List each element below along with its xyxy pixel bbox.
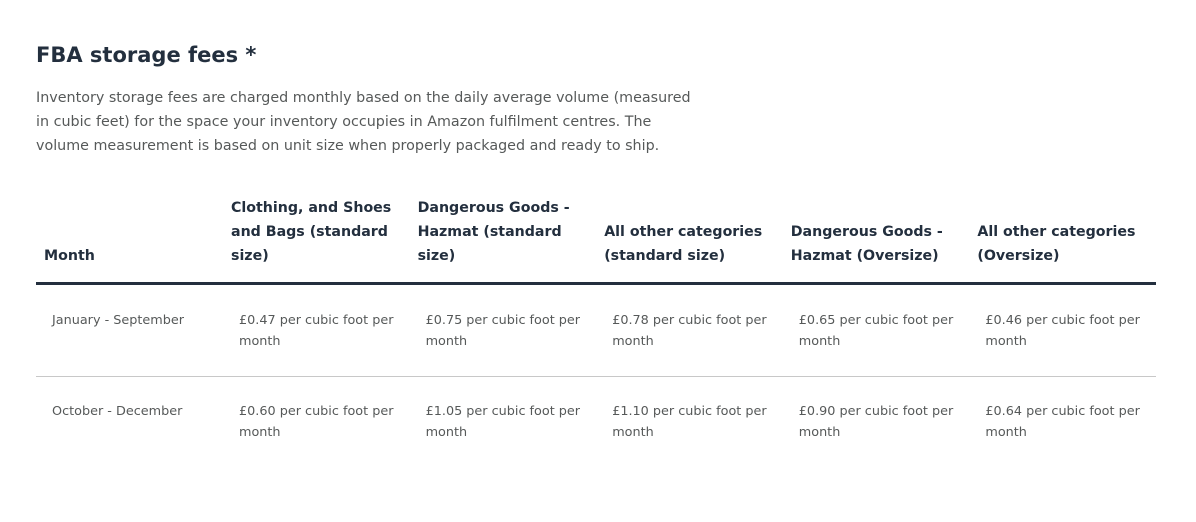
table-row [36, 284, 1156, 377]
cell-fee: £0.65 per cubic foot per month [798, 313, 954, 349]
cell-month: October - December [36, 377, 223, 468]
cell-fee: £0.60 per cubic foot per month [223, 377, 410, 468]
header-other-standard: All other categories (standard size) [596, 196, 783, 284]
section-title: FBA storage fees * [36, 43, 257, 67]
header-hazmat-oversize: Dangerous Goods - Hazmat (Oversize) [783, 196, 970, 284]
cell-fee: £0.78 per cubic foot per month [612, 313, 767, 349]
cell-fee: £0.46 per cubic foot per month [985, 313, 1140, 349]
cell-fee: £0.64 per cubic foot per month [969, 377, 1156, 468]
header-hazmat-standard: Dangerous Goods - Hazmat (standard size) [410, 196, 597, 284]
cell-fee: £0.90 per cubic foot per month [783, 377, 970, 468]
cell-month: January - September [52, 313, 184, 328]
header-other-oversize: All other categories (Oversize) [969, 196, 1156, 284]
cell-fee: £0.47 per cubic foot per month [239, 313, 394, 349]
table-header-row [36, 196, 1156, 284]
fba-storage-fees-section [36, 38, 1156, 467]
cell-fee: £1.05 per cubic foot per month [410, 377, 597, 468]
section-intro: Inventory storage fees are charged monthly based on the daily average volume (measured in cubic feet) for the space your inventory occupies in Amazon fulfilment centres. The volume measurement is based on unit size when properly packaged and ready to ship. [36, 90, 691, 154]
header-month: Month [36, 196, 223, 284]
cell-fee: £0.75 per cubic foot per month [425, 313, 581, 349]
storage-fees-table [36, 196, 1156, 467]
table-row [36, 377, 1156, 468]
cell-fee: £1.10 per cubic foot per month [596, 377, 783, 468]
header-clothing-standard: Clothing, and Shoes and Bags (standard size) [223, 196, 410, 284]
